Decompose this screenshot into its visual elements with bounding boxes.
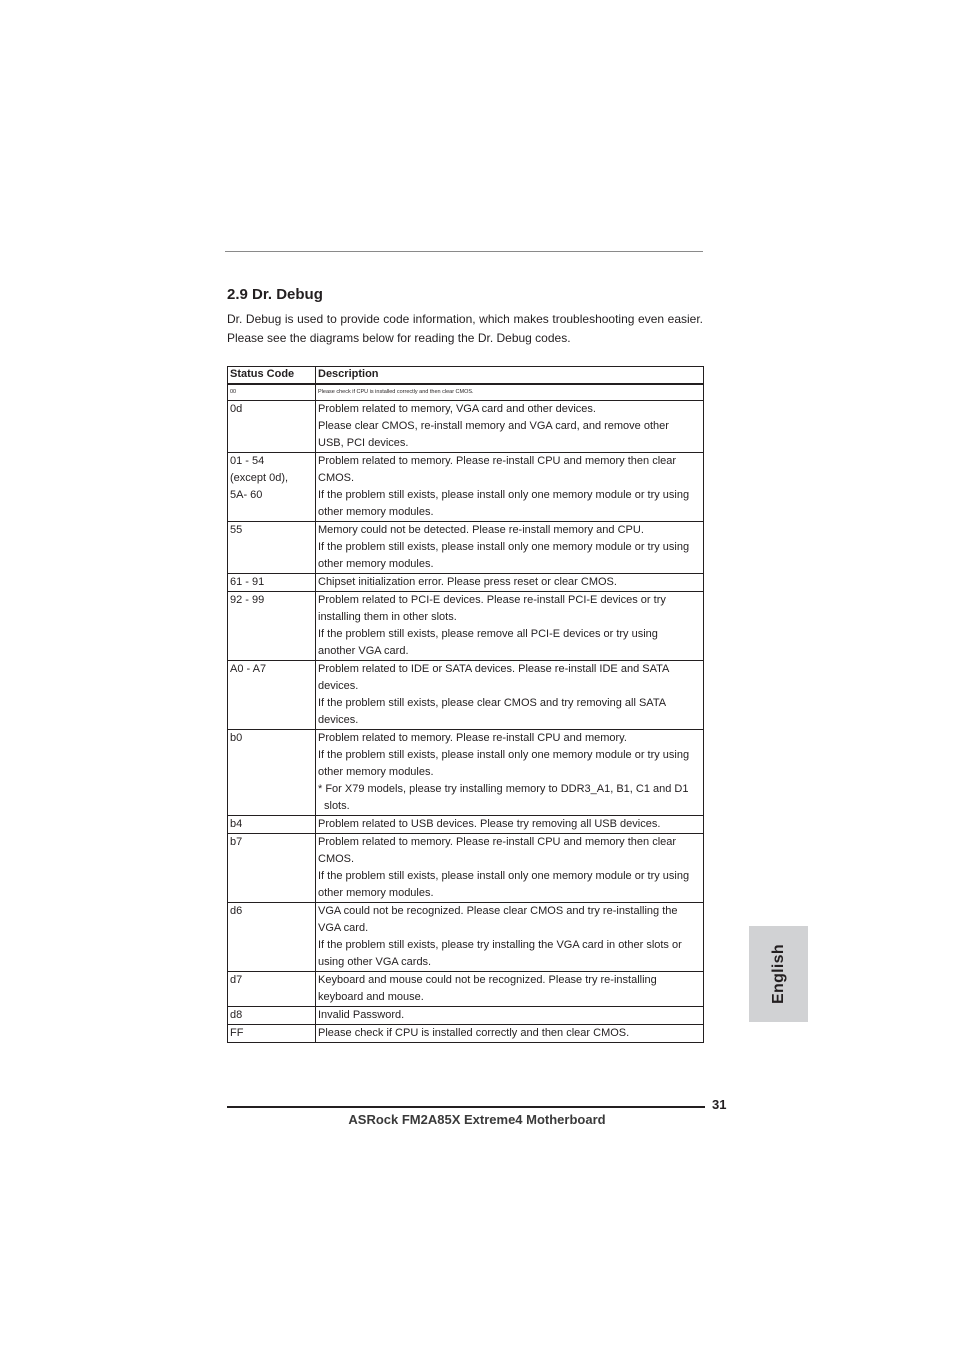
status-code-text: b7 [230,836,243,848]
language-tab [749,926,808,1022]
status-code-text: 00 [230,389,237,395]
description-text: Problem related to memory. Please re-install CPU and memory then clear [318,455,677,467]
description-text: Problem related to PCI-E devices. Please re-install PCI-E devices or try [318,594,666,606]
status-code-text: 01 - 54 [230,455,265,467]
table-header-row [228,367,704,385]
footer-product-name: ASRock FM2A85X Extreme4 Motherboard [348,1112,606,1127]
status-code-cell [228,574,316,592]
table-row [228,592,704,661]
status-code-cell [228,401,316,453]
status-code-text: b4 [230,818,243,830]
column-header-description: Description [316,367,704,385]
table-row [228,972,704,1007]
description-text: If the problem still exists, please install only one memory module or try using [318,749,690,761]
table-row [228,730,704,816]
description-text: If the problem still exists, please install only one memory module or try using [318,870,690,882]
description-text: installing them in other slots. [318,611,457,623]
status-code-cell [228,903,316,972]
status-code-text: FF [230,1027,244,1039]
description-text: If the problem still exists, please install only one memory module or try using [318,541,690,553]
description-text: other memory modules. [318,558,434,570]
description-text: devices. [318,714,359,726]
status-code-text: 92 - 99 [230,594,265,606]
column-header-status-code: Status Code [228,367,316,385]
description-cell [316,453,704,522]
description-text: Please check if CPU is installed correctly and then clear CMOS. [318,389,474,395]
status-code-text: 55 [230,524,243,536]
status-code-cell [228,1007,316,1025]
description-text: If the problem still exists, please install only one memory module or try using [318,489,690,501]
description-text: Please clear CMOS, re-install memory and VGA card, and remove other [318,420,669,432]
description-text: * For X79 models, please try installing memory to DDR3_A1, B1, C1 and D1 [318,783,689,795]
status-code-text: 61 - 91 [230,576,265,588]
description-cell [316,384,704,401]
description-text: other memory modules. [318,506,434,518]
description-text: another VGA card. [318,645,409,657]
status-code-cell [228,972,316,1007]
description-cell [316,592,704,661]
description-text: Invalid Password. [318,1009,405,1021]
description-text: USB, PCI devices. [318,437,409,449]
description-text: CMOS. [318,853,355,865]
description-cell [316,972,704,1007]
description-text: Problem related to memory, VGA card and other devices. [318,403,596,415]
table-row [228,1007,704,1025]
description-text: other memory modules. [318,887,434,899]
intro-paragraph: Dr. Debug is used to provide code information, which makes troubleshooting even easier. Please see the diagrams below for reading the Dr. Debug codes. [227,312,703,345]
description-cell [316,574,704,592]
description-text: VGA could not be recognized. Please clear CMOS and try re-installing the [318,905,678,917]
status-code-text: 0d [230,403,243,415]
section-title: 2.9 Dr. Debug [227,286,323,303]
language-tab-label: English [769,944,787,1004]
description-text: using other VGA cards. [318,956,432,968]
table-row [228,522,704,574]
table-row [228,661,704,730]
table-row [228,401,704,453]
description-cell [316,1025,704,1043]
status-code-cell [228,592,316,661]
description-text: CMOS. [318,472,355,484]
description-cell [316,401,704,453]
description-text: keyboard and mouse. [318,991,424,1003]
description-text: other memory modules. [318,766,434,778]
description-text: devices. [318,680,359,692]
status-code-text: d7 [230,974,243,986]
description-cell [316,522,704,574]
table-row [228,903,704,972]
table-row [228,1025,704,1043]
table-row [228,384,704,401]
description-text: slots. [324,800,350,812]
status-code-text: 5A- 60 [230,489,263,501]
status-code-text: b0 [230,732,243,744]
status-code-cell [228,661,316,730]
description-text: If the problem still exists, please remove all PCI-E devices or try using [318,628,658,640]
description-text: Please check if CPU is installed correctly and then clear CMOS. [318,1027,630,1039]
status-code-cell [228,816,316,834]
description-cell [316,1007,704,1025]
status-code-text: d6 [230,905,243,917]
footer-divider [227,1106,705,1108]
status-code-text: d8 [230,1009,243,1021]
table-row [228,574,704,592]
status-code-cell [228,1025,316,1043]
description-cell [316,816,704,834]
description-text: Problem related to USB devices. Please try removing all USB devices. [318,818,661,830]
debug-code-table [227,366,704,1043]
description-cell [316,730,704,816]
status-code-cell [228,384,316,401]
status-code-text: (except 0d), [230,472,289,484]
status-code-cell [228,730,316,816]
description-text: Chipset initialization error. Please press reset or clear CMOS. [318,576,617,588]
description-cell [316,834,704,903]
table-body [228,384,704,1043]
status-code-cell [228,834,316,903]
description-text: Memory could not be detected. Please re-install memory and CPU. [318,524,644,536]
top-divider [225,251,703,252]
description-text: Problem related to memory. Please re-install CPU and memory. [318,732,627,744]
description-text: If the problem still exists, please clear CMOS and try removing all SATA [318,697,667,709]
description-text: VGA card. [318,922,369,934]
status-code-text: A0 - A7 [230,663,267,675]
table-row [228,816,704,834]
status-code-cell [228,522,316,574]
table-row [228,453,704,522]
description-cell [316,903,704,972]
status-code-cell [228,453,316,522]
page-number: 31 [712,1097,727,1112]
description-text: Keyboard and mouse could not be recognized. Please try re-installing [318,974,657,986]
table-row [228,834,704,903]
description-cell [316,661,704,730]
description-text: Problem related to IDE or SATA devices. Please re-install IDE and SATA [318,663,670,675]
description-text: Problem related to memory. Please re-install CPU and memory then clear [318,836,677,848]
description-text: If the problem still exists, please try installing the VGA card in other slots or [318,939,682,951]
